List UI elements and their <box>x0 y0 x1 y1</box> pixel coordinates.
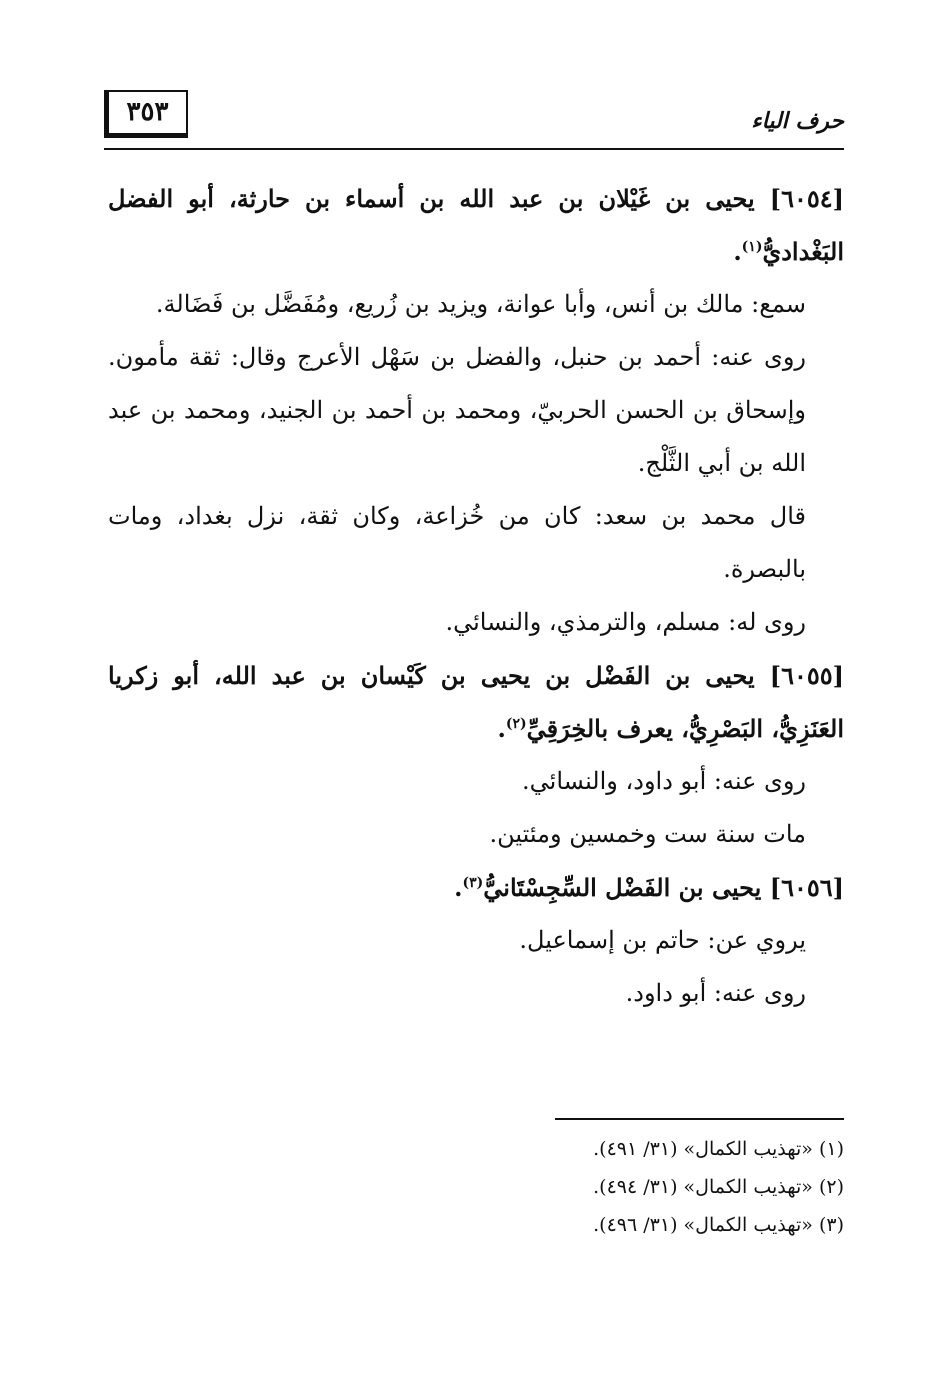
entry-paragraph: قال محمد بن سعد: كان من خُزاعة، وكان ثقة، نزل بغداد، ومات بالبصرة. <box>108 502 806 583</box>
footnote-rule <box>555 1118 844 1120</box>
footnote-ref-3: (٣) <box>462 875 484 891</box>
entry-paragraph: روى له: مسلم، والترمذي، والنسائي. <box>445 608 806 636</box>
main-text <box>108 172 844 1020</box>
entry-heading-6055: [٦٠٥٥] يحيى بن الفَضْل بن يحيى بن كَيْسان بن عبد الله، أبو زكريا العَنَزِيُّ، البَصْرِيُّ، يعرف بالخِرَقِيِّ$^{(٢)}$. <box>108 661 844 743</box>
entry-heading-6056: [٦٠٥٦] يحيى بن الفَضْل السِّجِسْتَانيُّ$^{(٣)}$. <box>454 873 844 902</box>
running-title: حرف الياء <box>751 108 844 134</box>
entry-paragraph: روى عنه: أبو داود. <box>625 979 806 1007</box>
entry-heading-6054: [٦٠٥٤] يحيى بن غَيْلان بن عبد الله بن أسماء بن حارثة، أبو الفضل البَغْداديُّ$^{(١)}$. <box>108 184 844 266</box>
entry-paragraph: مات سنة ست وخمسين ومئتين. <box>489 820 806 848</box>
entry-paragraph: يروي عن: حاتم بن إسماعيل. <box>519 926 806 954</box>
entry-paragraph: روى عنه: أبو داود، والنسائي. <box>522 767 806 795</box>
footnote-3: (٣) «تهذيب الكمال» (٣١/ ٤٩٦). <box>593 1214 844 1236</box>
footnote-1: (١) «تهذيب الكمال» (٣١/ ٤٩١). <box>593 1138 844 1160</box>
footnote-2: (٢) «تهذيب الكمال» (٣١/ ٤٩٤). <box>593 1176 844 1198</box>
footnote-ref-1: (١) <box>741 239 763 255</box>
entry-paragraph: روى عنه: أحمد بن حنبل، والفضل بن سَهْل الأعرج وقال: ثقة مأمون. وإسحاق بن الحسن الحربيّ، ومحمد بن أحمد بن الجنيد، ومحمد بن عبد الله بن أبي الثَّلْج. <box>108 343 806 477</box>
page-number: ٣٥٣ <box>104 90 188 138</box>
footnotes <box>400 1130 844 1244</box>
header-rule <box>104 148 844 150</box>
entry-paragraph: سمع: مالك بن أنس، وأبا عوانة، ويزيد بن زُريع، ومُفَضَّل بن فَضَالة. <box>155 290 806 318</box>
footnote-ref-2: (٢) <box>505 716 527 732</box>
